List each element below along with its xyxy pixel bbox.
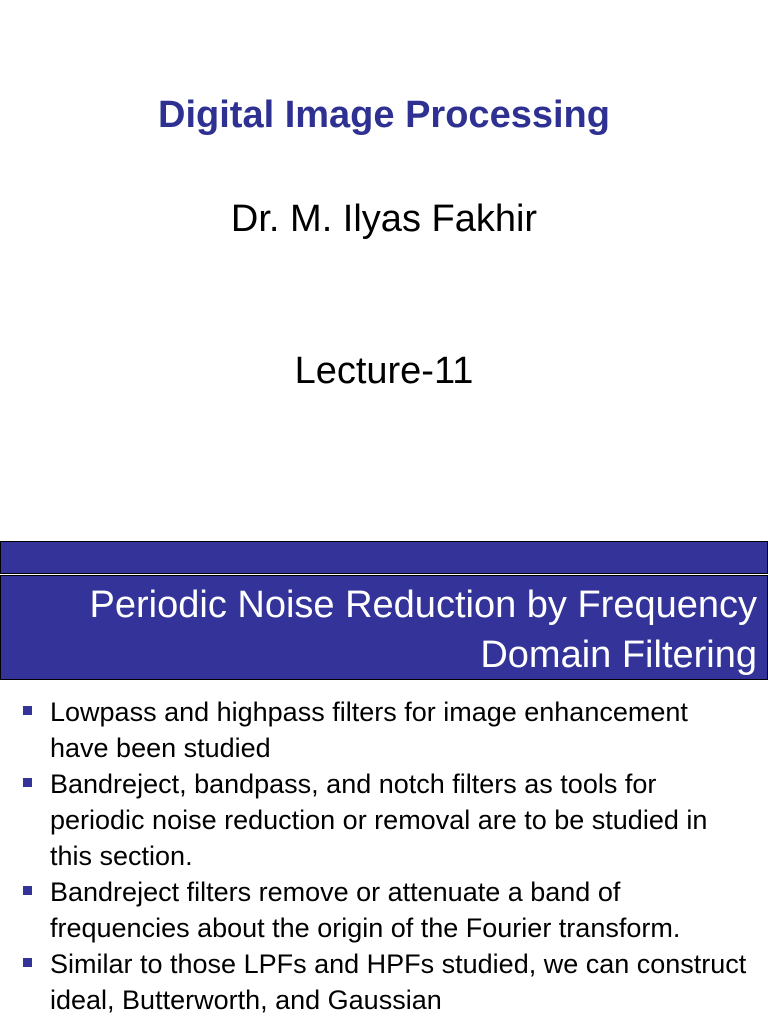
- bullet-text: Bandreject filters remove or attenuate a band of frequencies about the origin of the Fourier transform.: [50, 877, 681, 943]
- square-bullet-icon: [23, 778, 32, 787]
- bullet-list: [0, 694, 768, 1018]
- square-bullet-icon: [23, 886, 32, 895]
- bullet-text: Similar to those LPFs and HPFs studied, we can construct ideal, Butterworth, and Gaussian: [50, 949, 747, 1015]
- bullet-item: [0, 874, 768, 946]
- section-title-line-1: Periodic Noise Reduction by Frequency: [89, 584, 757, 626]
- lecture-number: Lecture-11: [294, 350, 474, 392]
- bullet-text: Lowpass and highpass filters for image enhancement have been studied: [50, 697, 688, 763]
- bullet-item: [0, 946, 768, 1018]
- section-title: [7, 580, 757, 680]
- square-bullet-icon: [23, 706, 32, 715]
- section-title-line-2: Domain Filtering: [480, 634, 757, 676]
- author-name: Dr. M. Ilyas Fakhir: [230, 198, 538, 240]
- square-bullet-icon: [23, 958, 32, 967]
- bullet-item: [0, 766, 768, 874]
- slide-title: Digital Image Processing: [158, 94, 610, 136]
- bullet-text: Bandreject, bandpass, and notch filters as tools for periodic noise reduction or removal are to be studied in this section.: [50, 769, 708, 871]
- section-title-box: [0, 575, 768, 680]
- bullet-item: [0, 694, 768, 766]
- decorative-top-bar: [0, 541, 768, 574]
